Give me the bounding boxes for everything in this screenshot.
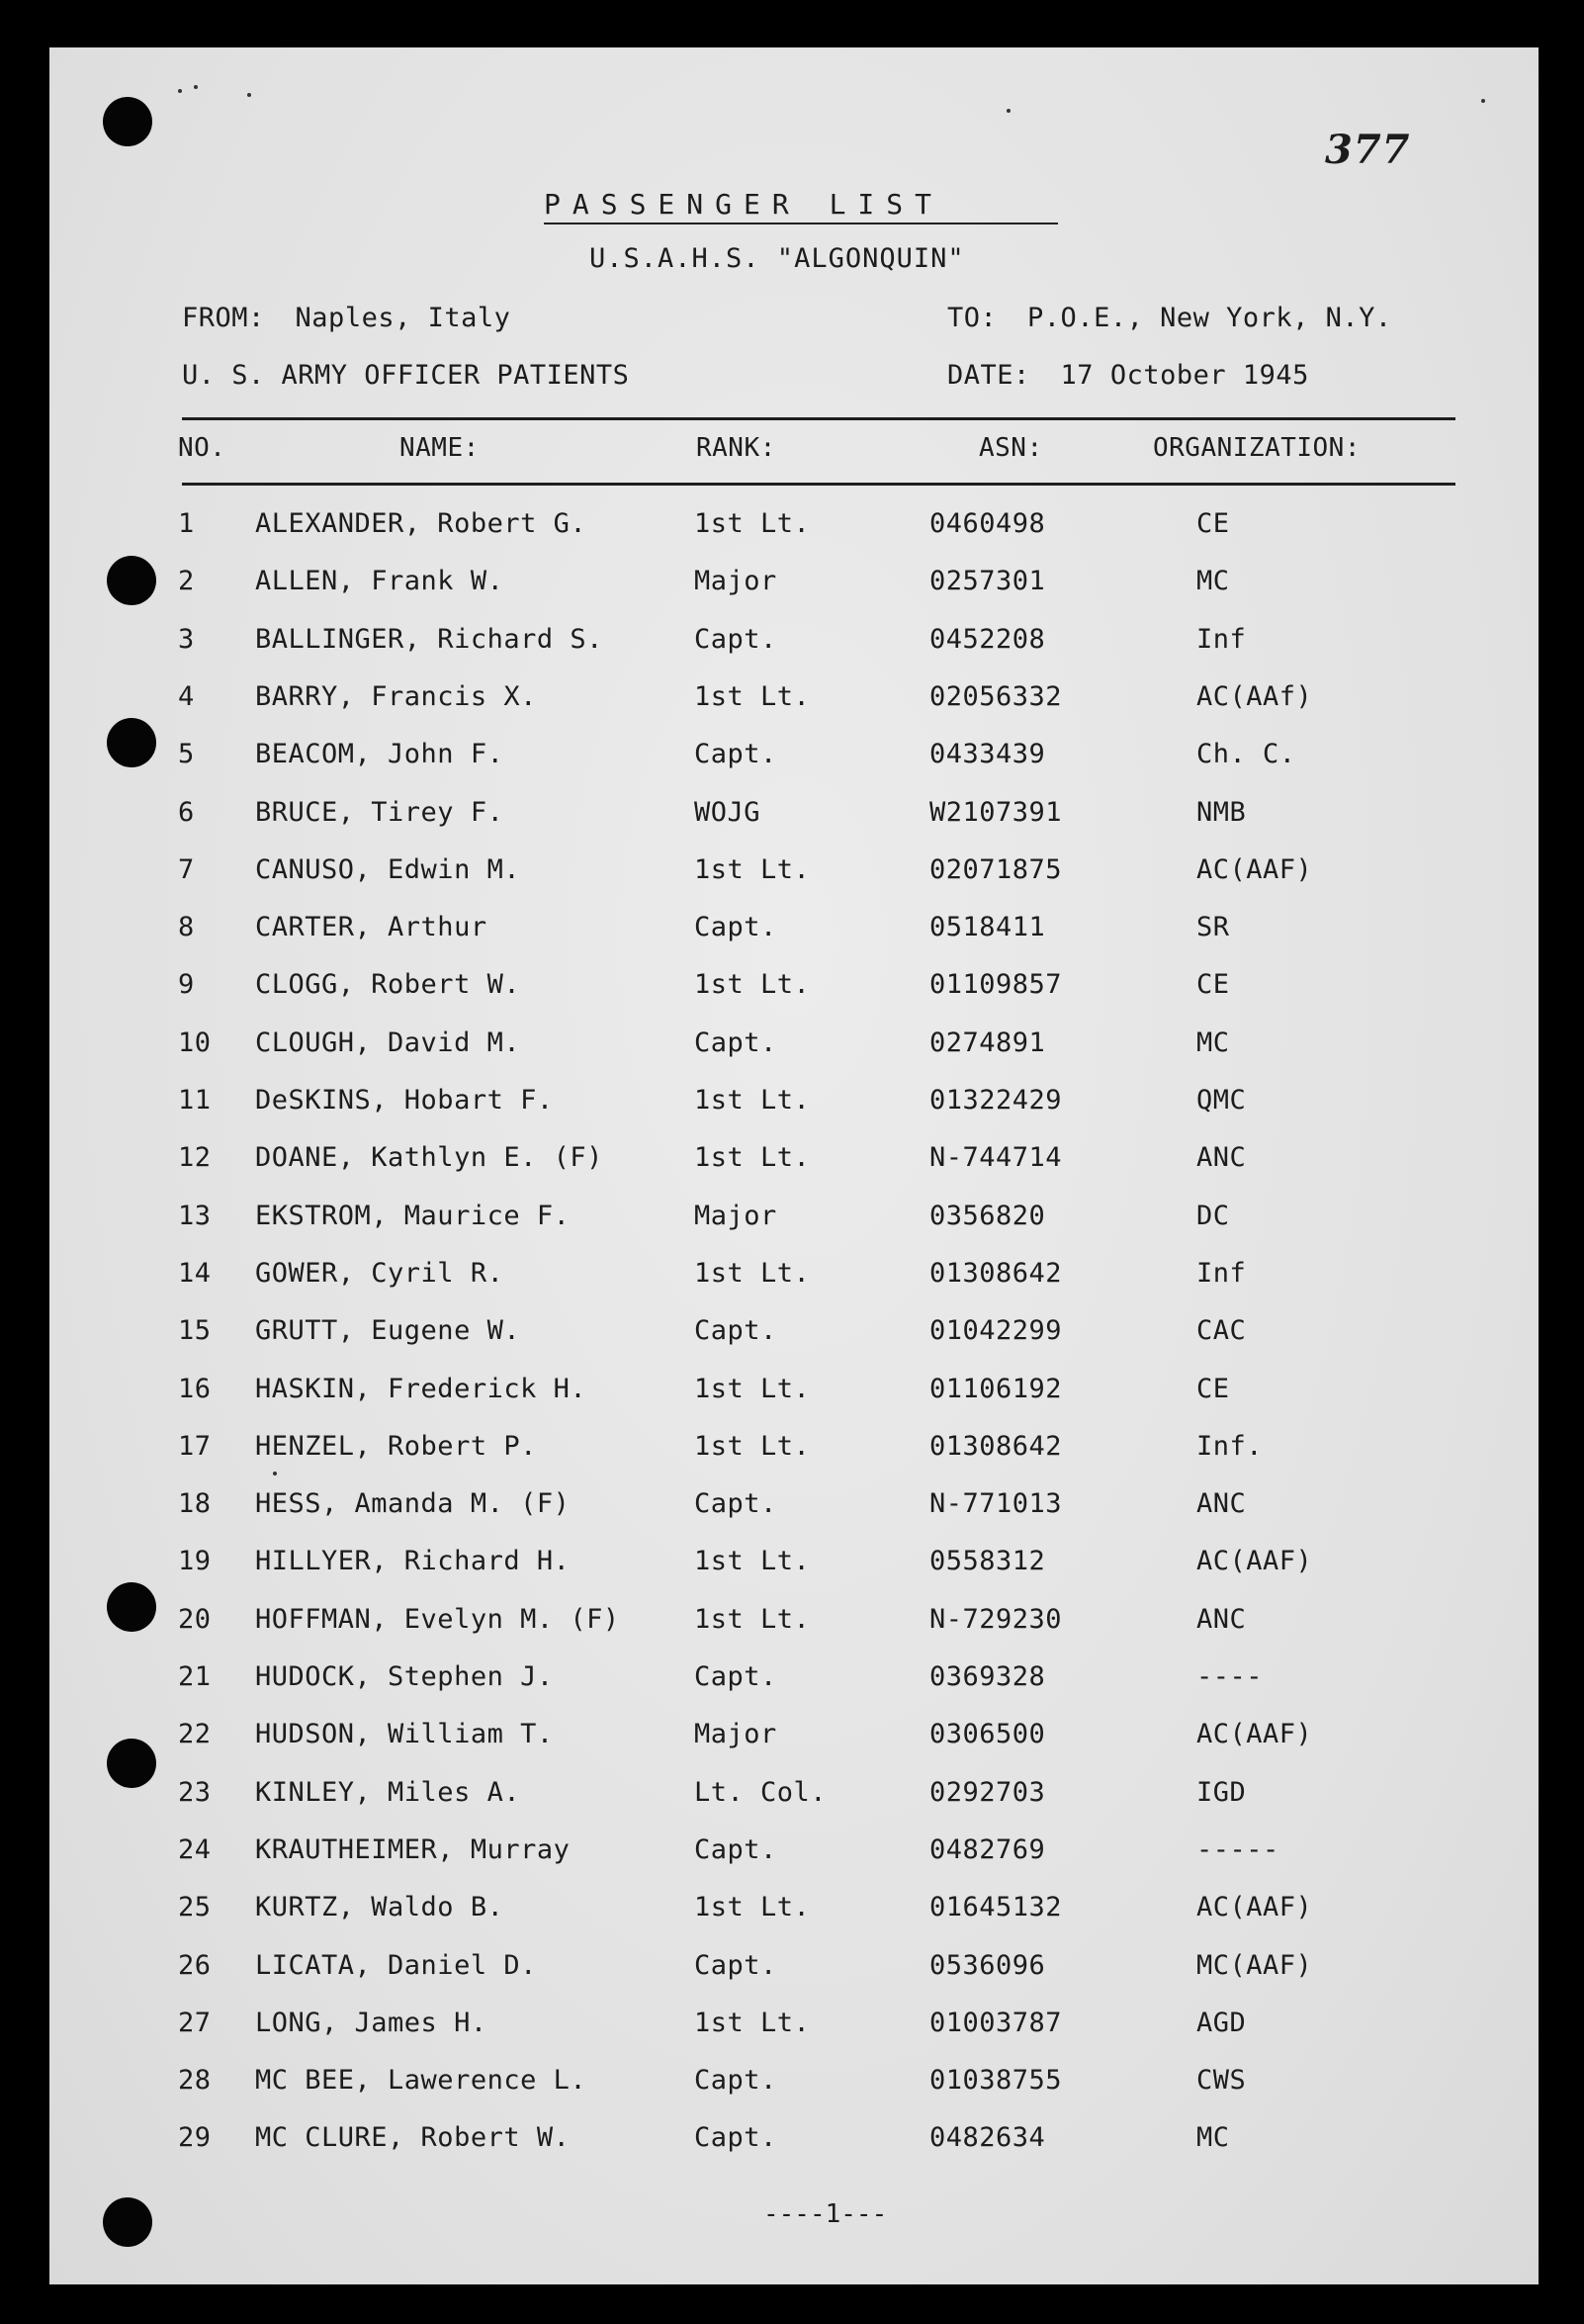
row-number: 2 [178,566,195,596]
passenger-organization: ANC [1196,1488,1247,1519]
table-row [49,1892,1539,1931]
date-label: DATE: [947,360,1030,391]
passenger-asn: 0257301 [929,566,1046,596]
passenger-organization: CWS [1196,2065,1247,2096]
passenger-organization: CE [1196,1374,1230,1404]
column-header-asn: ASN: [979,433,1043,463]
from-label: FROM: [182,303,265,333]
table-row [49,1374,1539,1413]
passenger-asn: 02071875 [929,854,1063,885]
passenger-asn: 0536096 [929,1950,1046,1981]
passenger-organization: ANC [1196,1604,1247,1635]
passenger-name: HUDSON, William T. [255,1719,554,1749]
passenger-organization: AC(AAF) [1196,1546,1313,1576]
table-row [49,508,1539,548]
passenger-asn: 01322429 [929,1085,1063,1116]
header-rule-top [182,417,1455,420]
row-number: 24 [178,1834,212,1865]
passenger-name: CLOUGH, David M. [255,1028,521,1058]
passenger-organization: MC [1196,566,1230,596]
passenger-asn: 0356820 [929,1201,1046,1231]
row-number: 29 [178,2122,212,2153]
passenger-rank: 1st Lt. [694,969,811,1000]
passenger-asn: 0460498 [929,508,1046,539]
table-row [49,797,1539,837]
passenger-asn: 01645132 [929,1892,1063,1922]
table-row [49,624,1539,664]
passenger-name: BEACOM, John F. [255,739,504,769]
header-rule-bottom [182,483,1455,486]
passenger-organization: DC [1196,1201,1230,1231]
table-row [49,1201,1539,1240]
column-header-rank: RANK: [696,433,776,463]
row-number: 6 [178,797,195,828]
document-page [49,47,1539,2284]
passenger-name: CLOGG, Robert W. [255,969,521,1000]
passenger-rank: 1st Lt. [694,1258,811,1289]
column-header-no: NO. [178,433,226,463]
passenger-asn: 02056332 [929,681,1063,712]
passenger-name: GRUTT, Eugene W. [255,1315,521,1346]
passenger-name: HOFFMAN, Evelyn M. (F) [255,1604,620,1635]
passenger-organization: ----- [1196,1834,1279,1865]
passenger-organization: ANC [1196,1142,1247,1173]
to-label: TO: [947,303,998,333]
row-number: 1 [178,508,195,539]
passenger-name: HILLYER, Richard H. [255,1546,571,1576]
passenger-asn: 0558312 [929,1546,1046,1576]
passenger-rank: WOJG [694,797,761,828]
row-number: 17 [178,1431,212,1462]
table-row [49,2008,1539,2047]
row-number: 7 [178,854,195,885]
passenger-organization: Inf [1196,1258,1247,1289]
table-row [49,566,1539,605]
row-number: 27 [178,2008,212,2038]
row-number: 4 [178,681,195,712]
table-row [49,1546,1539,1585]
paper-speck [247,93,251,97]
row-number: 9 [178,969,195,1000]
table-row [49,2065,1539,2104]
passenger-asn: 0292703 [929,1777,1046,1808]
passenger-asn: 0518411 [929,912,1046,942]
table-row [49,2122,1539,2162]
passenger-asn: 01308642 [929,1258,1063,1289]
passenger-asn: 0306500 [929,1719,1046,1749]
passenger-name: CANUSO, Edwin M. [255,854,521,885]
row-number: 10 [178,1028,212,1058]
passenger-rank: Capt. [694,1834,777,1865]
table-row [49,1258,1539,1297]
passenger-name: BALLINGER, Richard S. [255,624,603,655]
category-label: U. S. ARMY OFFICER PATIENTS [182,360,630,391]
passenger-rank: 1st Lt. [694,1142,811,1173]
page-number: 377 [1325,127,1411,173]
paper-speck [178,89,182,93]
to-value: P.O.E., New York, N.Y. [1027,303,1392,333]
passenger-name: LONG, James H. [255,2008,487,2038]
passenger-name: DeSKINS, Hobart F. [255,1085,554,1116]
passenger-asn: 01003787 [929,2008,1063,2038]
passenger-rank: 1st Lt. [694,508,811,539]
passenger-organization: AC(AAf) [1196,681,1313,712]
passenger-asn: W2107391 [929,797,1063,828]
punch-hole [103,2197,152,2247]
row-number: 5 [178,739,195,769]
row-number: 20 [178,1604,212,1635]
row-number: 15 [178,1315,212,1346]
passenger-organization: IGD [1196,1777,1247,1808]
passenger-organization: QMC [1196,1085,1247,1116]
passenger-asn: N-744714 [929,1142,1063,1173]
passenger-name: HASKIN, Frederick H. [255,1374,587,1404]
passenger-asn: 0482769 [929,1834,1046,1865]
passenger-rank: 1st Lt. [694,1431,811,1462]
passenger-rank: Lt. Col. [694,1777,828,1808]
document-title: PASSENGER LIST [544,188,1058,224]
passenger-asn: 01042299 [929,1315,1063,1346]
table-row [49,1488,1539,1528]
passenger-rank: Capt. [694,912,777,942]
passenger-rank: 1st Lt. [694,2008,811,2038]
passenger-organization: MC [1196,2122,1230,2153]
table-row [49,1315,1539,1355]
passenger-organization: AC(AAF) [1196,1892,1313,1922]
table-row [49,681,1539,721]
passenger-asn: 01109857 [929,969,1063,1000]
row-number: 3 [178,624,195,655]
row-number: 26 [178,1950,212,1981]
to-field [947,303,1392,333]
table-row [49,912,1539,951]
passenger-name: HENZEL, Robert P. [255,1431,537,1462]
passenger-rank: Capt. [694,1315,777,1346]
passenger-organization: Inf. [1196,1431,1264,1462]
paper-speck [1481,99,1485,103]
table-row [49,739,1539,778]
table-row [49,1950,1539,1990]
table-row [49,1661,1539,1701]
passenger-organization: ---- [1196,1661,1264,1692]
passenger-name: GOWER, Cyril R. [255,1258,504,1289]
passenger-rank: Capt. [694,1950,777,1981]
passenger-name: HUDOCK, Stephen J. [255,1661,554,1692]
passenger-asn: N-729230 [929,1604,1063,1635]
passenger-rank: Major [694,1719,777,1749]
table-row [49,1085,1539,1124]
passenger-rank: 1st Lt. [694,1085,811,1116]
passenger-asn: 0274891 [929,1028,1046,1058]
passenger-rank: Capt. [694,2122,777,2153]
passenger-organization: MC(AAF) [1196,1950,1313,1981]
row-number: 23 [178,1777,212,1808]
passenger-rank: Major [694,1201,777,1231]
passenger-name: EKSTROM, Maurice F. [255,1201,571,1231]
column-header-organization: ORGANIZATION: [1153,433,1361,463]
table-row [49,1431,1539,1471]
passenger-rank: 1st Lt. [694,1374,811,1404]
passenger-rank: Capt. [694,2065,777,2096]
passenger-name: KURTZ, Waldo B. [255,1892,504,1922]
passenger-asn: N-771013 [929,1488,1063,1519]
row-number: 22 [178,1719,212,1749]
row-number: 19 [178,1546,212,1576]
row-number: 14 [178,1258,212,1289]
passenger-name: ALLEN, Frank W. [255,566,504,596]
row-number: 12 [178,1142,212,1173]
passenger-rank: 1st Lt. [694,1892,811,1922]
passenger-organization: CE [1196,969,1230,1000]
from-value: Naples, Italy [295,303,511,333]
passenger-asn: 01106192 [929,1374,1063,1404]
passenger-name: ALEXANDER, Robert G. [255,508,587,539]
from-field [182,303,510,333]
passenger-rank: Capt. [694,1488,777,1519]
passenger-rank: Capt. [694,1661,777,1692]
table-row [49,969,1539,1009]
date-value: 17 October 1945 [1060,360,1309,391]
passenger-asn: 0452208 [929,624,1046,655]
table-row [49,1719,1539,1758]
date-field [947,360,1309,391]
passenger-asn: 01038755 [929,2065,1063,2096]
passenger-organization: CE [1196,508,1230,539]
passenger-rank: Capt. [694,739,777,769]
passenger-name: DOANE, Kathlyn E. (F) [255,1142,603,1173]
passenger-organization: AC(AAF) [1196,854,1313,885]
ship-name: U.S.A.H.S. "ALGONQUIN" [589,243,965,274]
table-row [49,1028,1539,1067]
passenger-rank: 1st Lt. [694,1604,811,1635]
passenger-organization: CAC [1196,1315,1247,1346]
passenger-name: KINLEY, Miles A. [255,1777,521,1808]
table-row [49,1834,1539,1874]
passenger-name: CARTER, Arthur [255,912,487,942]
passenger-organization: SR [1196,912,1230,942]
table-row [49,1777,1539,1817]
passenger-name: BRUCE, Tirey F. [255,797,504,828]
passenger-asn: 0482634 [929,2122,1046,2153]
table-row [49,1604,1539,1644]
passenger-name: LICATA, Daniel D. [255,1950,537,1981]
passenger-rank: 1st Lt. [694,854,811,885]
row-number: 13 [178,1201,212,1231]
passenger-name: HESS, Amanda M. (F) [255,1488,571,1519]
passenger-name: KRAUTHEIMER, Murray [255,1834,571,1865]
passenger-name: MC CLURE, Robert W. [255,2122,571,2153]
passenger-rank: Major [694,566,777,596]
passenger-asn: 0433439 [929,739,1046,769]
row-number: 8 [178,912,195,942]
passenger-organization: NMB [1196,797,1247,828]
row-number: 16 [178,1374,212,1404]
row-number: 28 [178,2065,212,2096]
passenger-organization: AC(AAF) [1196,1719,1313,1749]
table-row [49,854,1539,894]
paper-speck [194,85,198,89]
punch-hole [103,97,152,146]
table-row [49,1142,1539,1182]
row-number: 21 [178,1661,212,1692]
paper-speck [273,1472,277,1475]
passenger-asn: 0369328 [929,1661,1046,1692]
passenger-rank: Capt. [694,624,777,655]
passenger-organization: Ch. C. [1196,739,1296,769]
row-number: 11 [178,1085,212,1116]
passenger-asn: 01308642 [929,1431,1063,1462]
page-footer: ----1--- [763,2199,888,2229]
passenger-rank: 1st Lt. [694,1546,811,1576]
paper-speck [1007,109,1011,113]
passenger-name: MC BEE, Lawerence L. [255,2065,587,2096]
passenger-name: BARRY, Francis X. [255,681,537,712]
column-header-name: NAME: [399,433,480,463]
passenger-rank: Capt. [694,1028,777,1058]
passenger-rank: 1st Lt. [694,681,811,712]
row-number: 18 [178,1488,212,1519]
passenger-organization: MC [1196,1028,1230,1058]
passenger-organization: AGD [1196,2008,1247,2038]
passenger-organization: Inf [1196,624,1247,655]
row-number: 25 [178,1892,212,1922]
